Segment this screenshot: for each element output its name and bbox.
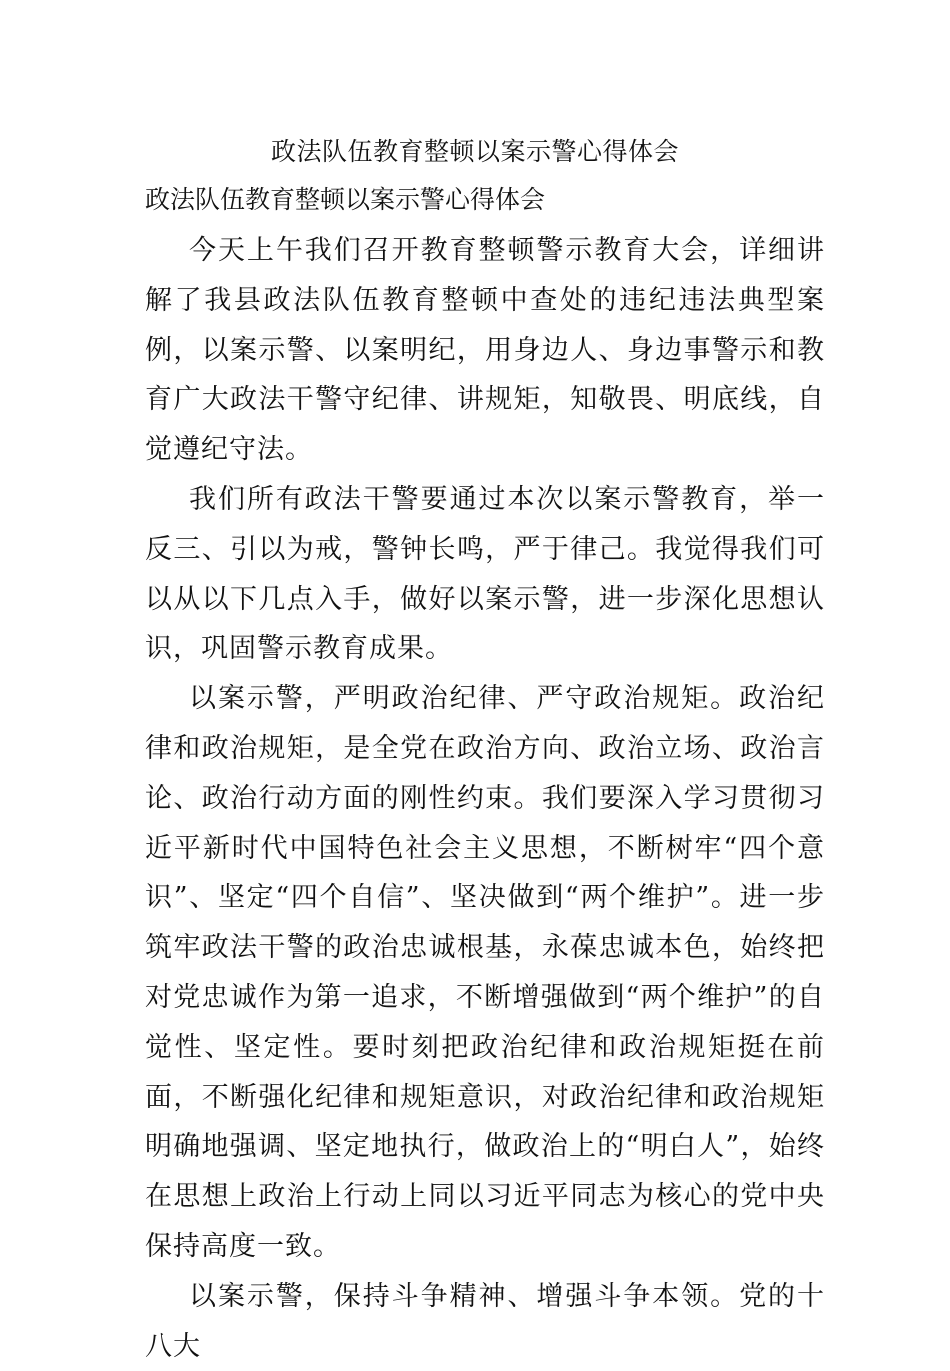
paragraph: 我们所有政法干警要通过本次以案示警教育，举一反三、引以为戒，警钟长鸣，严于律己。我觉得我们可以从以下几点入手，做好以案示警，进一步深化思想认识，巩固警示教育成果。: [145, 483, 825, 665]
paragraph: 以案示警，保持斗争精神、增强斗争本领。党的十八大: [145, 1280, 825, 1362]
paragraph: 今天上午我们召开教育整顿警示教育大会，详细讲解了我县政法队伍教育整顿中查处的违纪违法典型案例，以案示警、以案明纪，用身边人、身边事警示和教育广大政法干警守纪律、讲规矩，知敬畏、明底线，自觉遵纪守法。: [145, 235, 825, 466]
document-subtitle: 政法队伍教育整顿以案示警心得体会: [145, 185, 546, 214]
paragraph: 以案示警，严明政治纪律、严守政治规矩。政治纪律和政治规矩，是全党在政治方向、政治立场、政治言论、政治行动方面的刚性约束。我们要深入学习贯彻习近平新时代中国特色社会主义思想，不断树牢“四个意识”、坚定“四个自信”、坚决做到“两个维护”。进一步筑牢政法干警的政治忠诚根基，永葆忠诚本色，始终把对党忠诚作为第一追求，不断增强做到“两个维护”的自觉性、坚定性。要时刻把政治纪律和政治规矩挺在前面，不断强化纪律和规矩意识，对政治纪律和政治规矩明确地强调、坚定地执行，做政治上的“明白人”，始终在思想上政治上行动上同以习近平同志为核心的党中央保持高度一致。: [145, 683, 825, 1262]
document-body: [145, 226, 825, 1371]
document-title: 政法队伍教育整顿以案示警心得体会: [270, 137, 679, 166]
